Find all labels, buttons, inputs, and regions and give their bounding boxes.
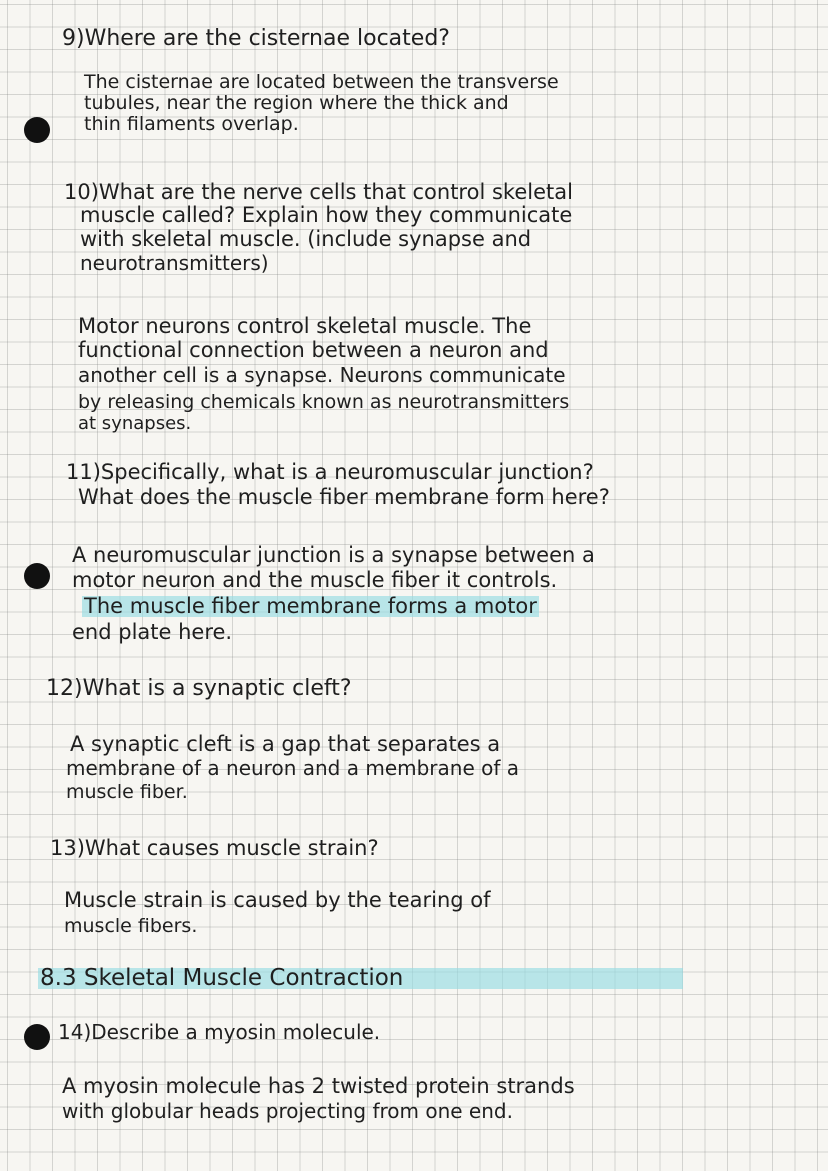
- section-heading: 8.3 Skeletal Muscle Contraction: [38, 968, 683, 989]
- answer-11-line: motor neuron and the muscle fiber it controls.: [72, 568, 558, 592]
- answer-12-line: A synaptic cleft is a gap that separates a: [70, 732, 501, 756]
- answer-14-line: A myosin molecule has 2 twisted protein strands: [62, 1074, 575, 1098]
- answer-10-line: at synapses.: [78, 413, 192, 434]
- question-14: 14)Describe a myosin molecule.: [58, 1020, 381, 1044]
- question-12: 12)What is a synaptic cleft?: [46, 676, 352, 701]
- answer-11-line: A neuromuscular junction is a synapse between a: [72, 543, 595, 567]
- question-9: 9)Where are the cisternae located?: [62, 26, 450, 51]
- binder-hole: [24, 1024, 50, 1050]
- answer-13-line: muscle fibers.: [64, 915, 198, 937]
- answer-13-line: Muscle strain is caused by the tearing of: [64, 888, 491, 912]
- question-10-line: with skeletal muscle. (include synapse and: [80, 227, 532, 251]
- question-10-line: muscle called? Explain how they communicate: [80, 203, 573, 227]
- binder-hole: [24, 563, 50, 589]
- question-10-line: 10)What are the nerve cells that control skeletal: [64, 180, 573, 204]
- question-11-line: What does the muscle fiber membrane form here?: [78, 485, 610, 509]
- answer-10-line: Motor neurons control skeletal muscle. The: [78, 314, 532, 338]
- question-13: 13)What causes muscle strain?: [50, 836, 379, 860]
- answer-12-line: muscle fiber.: [66, 781, 188, 803]
- answer-12-line: membrane of a neuron and a membrane of a: [66, 756, 520, 780]
- answer-14-line: with globular heads projecting from one end.: [62, 1099, 513, 1123]
- answer-10-line: by releasing chemicals known as neurotransmitters: [78, 391, 570, 413]
- answer-11-line: end plate here.: [72, 620, 233, 644]
- answer-9-line: thin filaments overlap.: [84, 113, 299, 135]
- binder-hole: [24, 117, 50, 143]
- answer-10-line: another cell is a synapse. Neurons communicate: [78, 363, 566, 387]
- answer-10-line: functional connection between a neuron and: [78, 338, 549, 362]
- question-10-line: neurotransmitters): [80, 251, 269, 275]
- answer-11-line: The muscle fiber membrane forms a motor: [84, 594, 537, 618]
- answer-9-line: The cisternae are located between the transverse: [84, 71, 559, 93]
- question-11-line: 11)Specifically, what is a neuromuscular junction?: [66, 460, 594, 484]
- answer-9-line: tubules, near the region where the thick and: [84, 92, 509, 114]
